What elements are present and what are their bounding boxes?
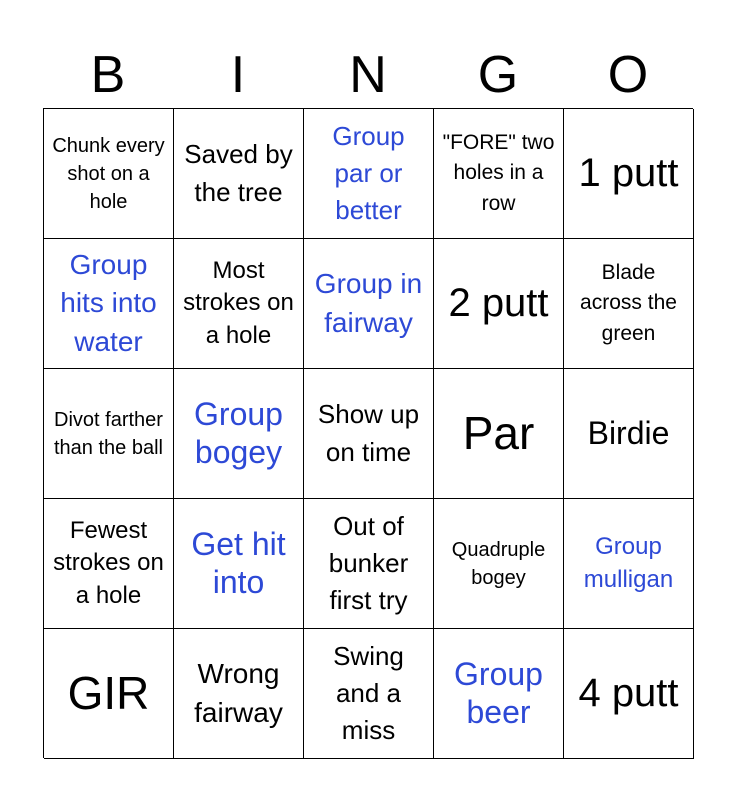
cell-text: Group in fairway: [314, 267, 423, 338]
cell-text: Most strokes on a hole: [183, 256, 294, 349]
bingo-cell-r5-c5[interactable]: [564, 629, 694, 759]
bingo-cell-r2-c4[interactable]: [434, 239, 564, 369]
bingo-cell-r2-c5[interactable]: [564, 239, 694, 369]
bingo-cell-r4-c2[interactable]: [174, 499, 304, 629]
cell-text: Group par or better: [332, 120, 405, 226]
cell-text: Par: [462, 406, 535, 459]
bingo-cell-r2-c2[interactable]: [174, 239, 304, 369]
bingo-cell-r3-c2[interactable]: [174, 369, 304, 499]
cell-text: Saved by the tree: [184, 139, 293, 207]
cell-text: Group mulligan: [583, 533, 674, 593]
bingo-cell-r2-c1[interactable]: [44, 239, 174, 369]
bingo-cell-r1-c4[interactable]: [434, 109, 564, 239]
cell-text: Quadruple bogey: [451, 538, 546, 589]
bingo-cell-r5-c2[interactable]: [174, 629, 304, 759]
cell-text: Swing and a miss: [333, 640, 404, 746]
bingo-cell-r5-c3[interactable]: [304, 629, 434, 759]
header-letter-n: N: [349, 46, 387, 104]
cell-text: Birdie: [587, 414, 670, 451]
cell-text: Blade across the green: [580, 261, 677, 345]
bingo-cell-r1-c1[interactable]: [44, 109, 174, 239]
cell-text: Divot farther than the ball: [54, 408, 163, 459]
bingo-cell-r4-c1[interactable]: [44, 499, 174, 629]
cell-text: 1 putt: [578, 150, 679, 195]
cell-text: Fewest strokes on a hole: [53, 516, 164, 609]
bingo-cell-r3-c1[interactable]: [44, 369, 174, 499]
header-letter-g: G: [477, 46, 519, 104]
bingo-cell-r1-c5[interactable]: [564, 109, 694, 239]
bingo-cell-r1-c3[interactable]: [304, 109, 434, 239]
header-letter-o: O: [607, 46, 649, 104]
bingo-cell-r3-c3[interactable]: [304, 369, 434, 499]
header-letter-b: B: [90, 46, 126, 104]
cell-text: Chunk every shot on a hole: [52, 134, 165, 213]
bingo-board: [43, 108, 693, 758]
bingo-cell-r3-c5[interactable]: [564, 369, 694, 499]
bingo-cell-r4-c4[interactable]: [434, 499, 564, 629]
bingo-cell-r2-c3[interactable]: [304, 239, 434, 369]
cell-text: Wrong fairway: [194, 657, 283, 728]
cell-text: Out of bunker first try: [328, 510, 409, 616]
bingo-cell-r5-c4[interactable]: [434, 629, 564, 759]
cell-text: Show up on time: [317, 399, 420, 467]
cell-text: 4 putt: [578, 670, 679, 715]
bingo-cell-r3-c4[interactable]: [434, 369, 564, 499]
bingo-header: [43, 42, 693, 108]
header-letter-i: I: [230, 46, 246, 104]
bingo-cell-r4-c5[interactable]: [564, 499, 694, 629]
cell-text: Group hits into water: [60, 248, 157, 357]
cell-text: Group beer: [454, 655, 543, 730]
bingo-cell-r5-c1[interactable]: [44, 629, 174, 759]
cell-text: 2 putt: [448, 280, 549, 325]
cell-text: GIR: [67, 666, 150, 719]
cell-text: "FORE" two holes in a row: [442, 131, 555, 215]
bingo-cell-r1-c2[interactable]: [174, 109, 304, 239]
cell-text: Group bogey: [194, 395, 283, 470]
cell-text: Get hit into: [191, 525, 286, 600]
bingo-cell-r4-c3[interactable]: [304, 499, 434, 629]
